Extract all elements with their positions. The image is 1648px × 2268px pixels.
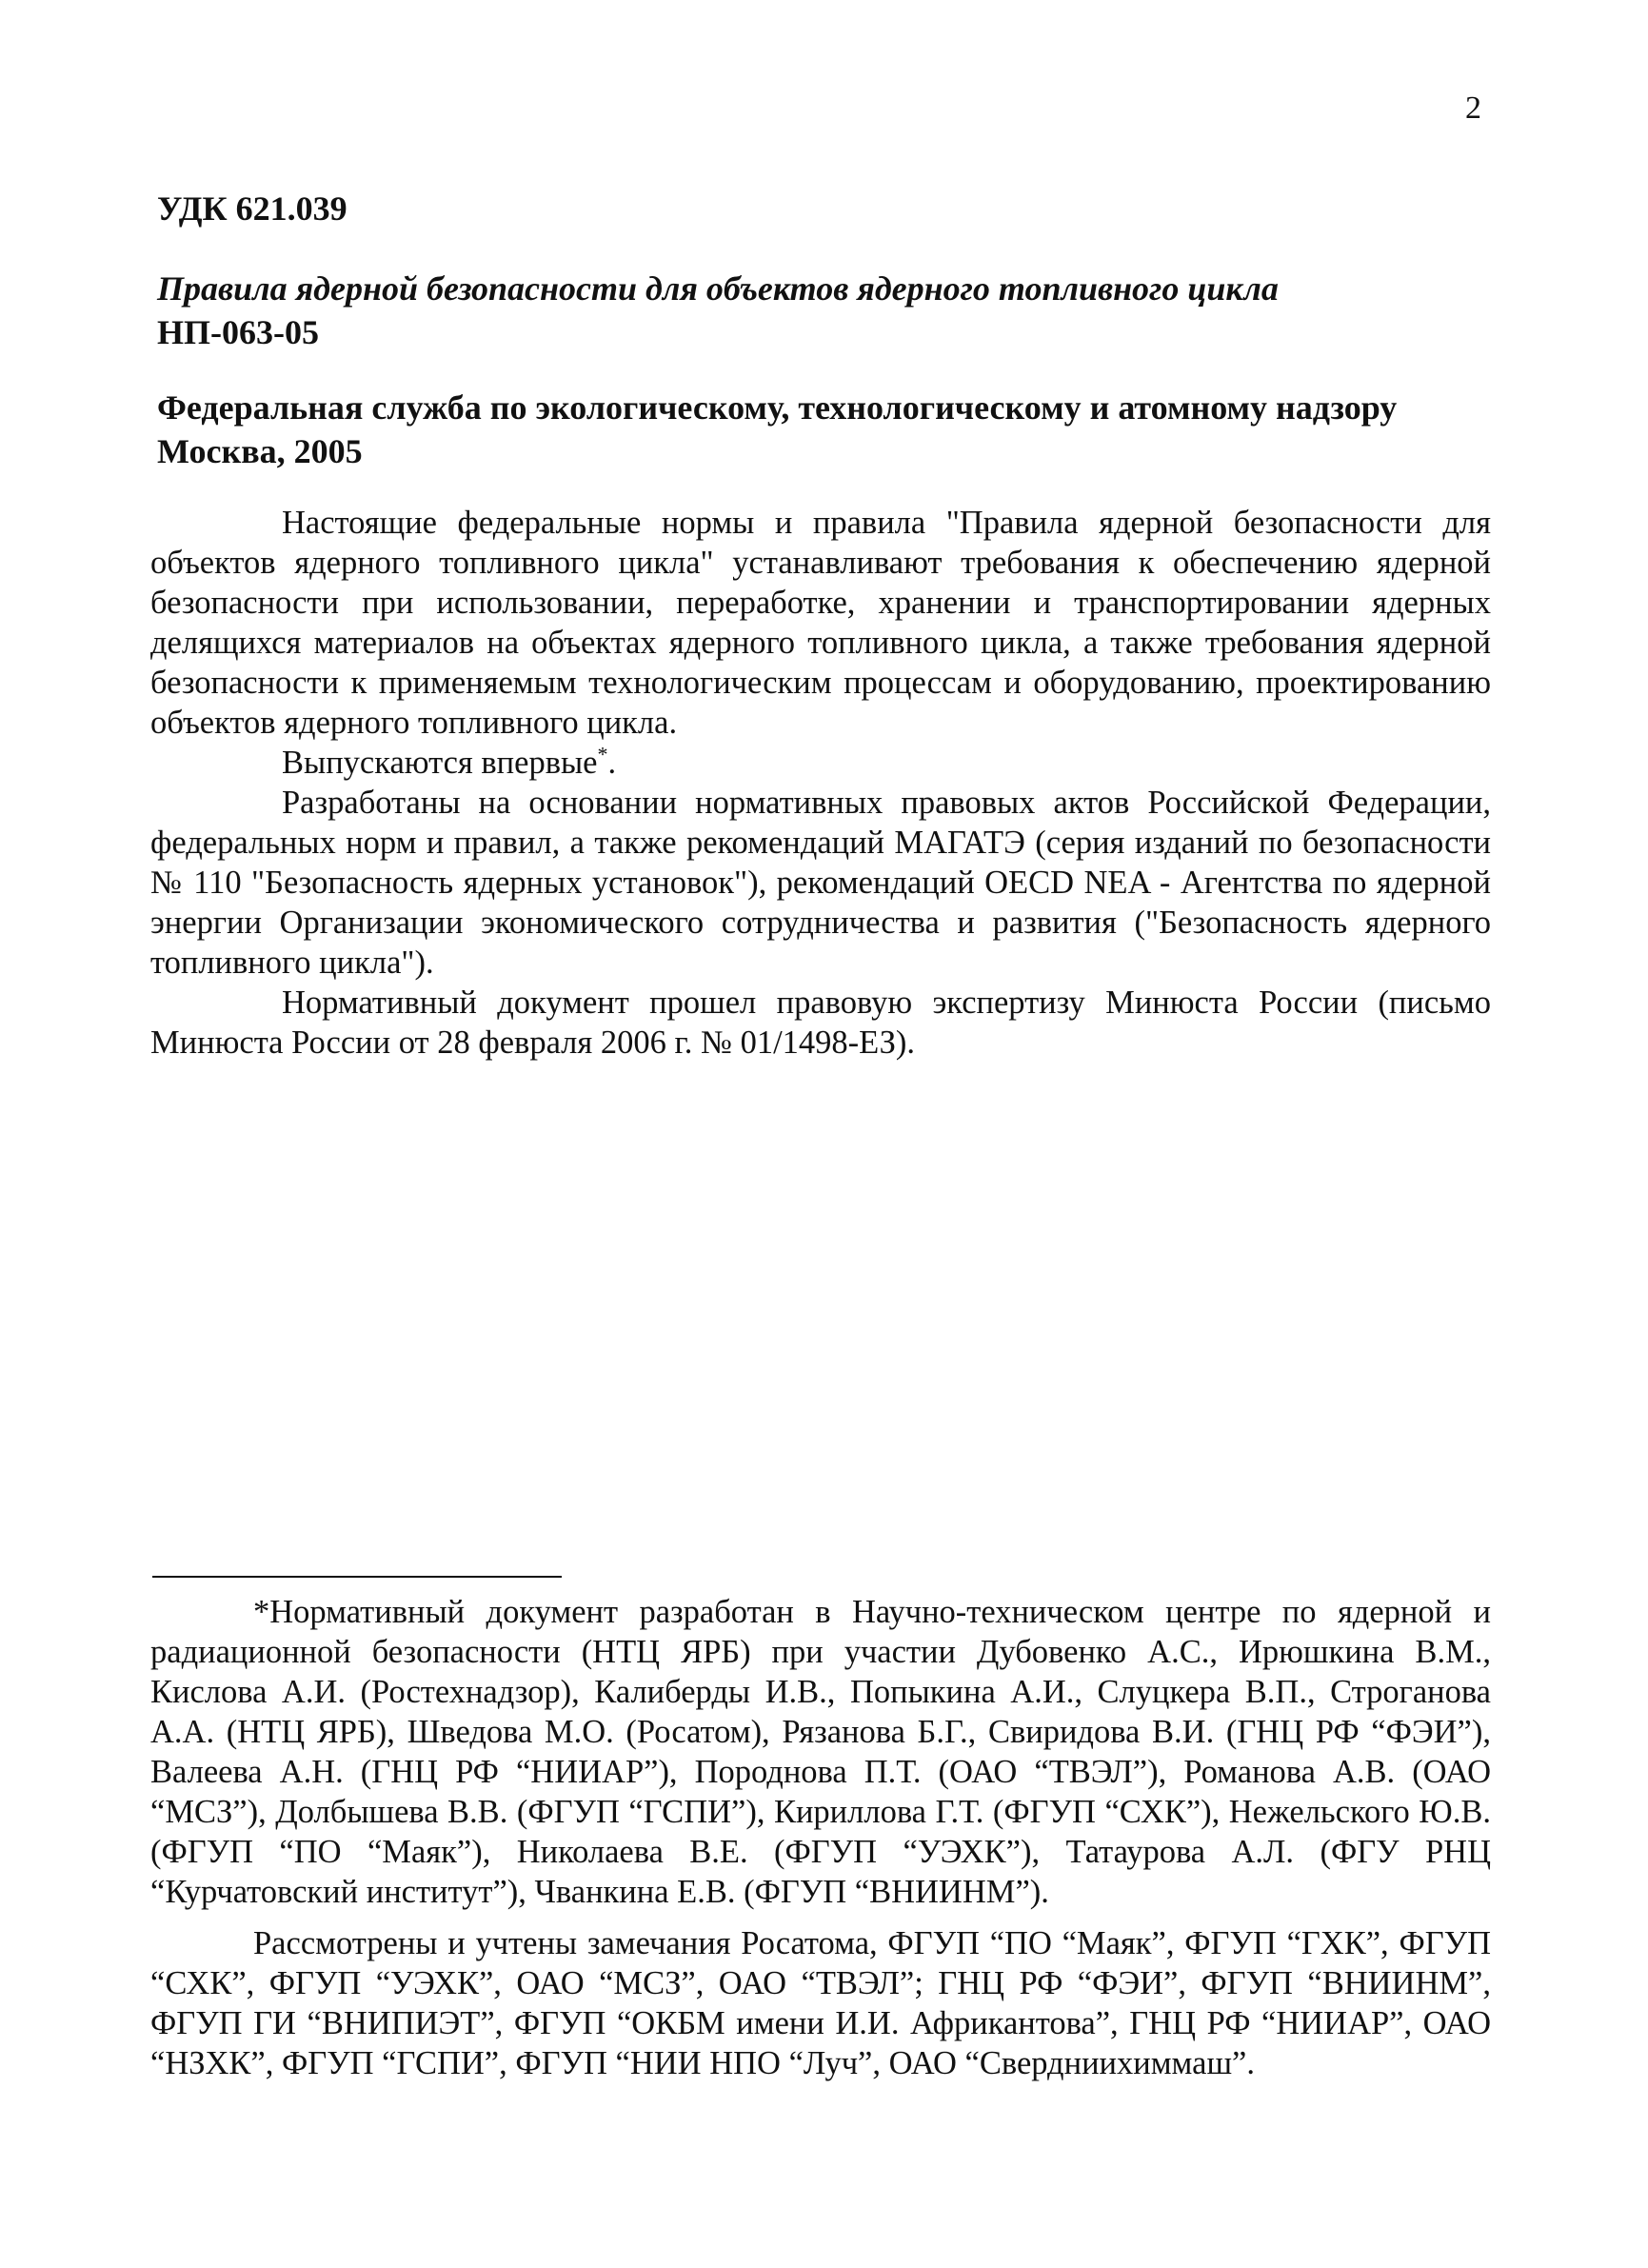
document-title: Правила ядерной безопасности для объектов ядерного топливного цикла (157, 269, 1279, 308)
body-text (150, 503, 1491, 1063)
page-number: 2 (1465, 90, 1481, 126)
udc-code: УДК 621.039 (157, 189, 347, 228)
footnote-block (150, 1592, 1491, 2083)
first-edition-period: . (607, 745, 617, 781)
paragraph-first-edition (150, 743, 1491, 783)
footnote-reviewers: Рассмотрены и учтены замечания Росатома, ФГУП “ПО “Маяк”, ФГУП “ГХК”, ФГУП “СХК”, ФГУП “УЭХК”, ОАО “МСЗ”, ОАО “ТВЭЛ”; ГНЦ РФ “ФЭИ”, ФГУП “ВНИИНМ”, ФГУП ГИ “ВНИПИЭТ”, ФГУП “ОКБМ имени И.И. Африкантова”, ГНЦ РФ “НИИАР”, ОАО “НЗХК”, ФГУП “ГСПИ”, ФГУП “НИИ НПО “Луч”, ОАО “Свердниихиммаш”. (150, 1925, 1491, 2081)
document-code: НП-063-05 (157, 313, 319, 351)
publisher-block (157, 386, 1538, 473)
paragraph: Нормативный документ прошел правовую экспертизу Минюста России (письмо Минюста России от 28 февраля 2006 г. № 01/1498-ЕЗ). (150, 985, 1491, 1061)
footnote-authors: *Нормативный документ разработан в Научно-техническом центре по ядерной и радиационной безопасности (НТЦ ЯРБ) при участии Дубовенко А.С., Ирюшкина В.М., Кислова А.И. (Ростехнадзор), Калиберды И.В., Попыкина А.И., Слуцкера В.П., Строганова А.А. (НТЦ ЯРБ), Шведова М.О. (Росатом), Рязанова Б.Г., Свиридова В.И. (ГНЦ РФ “ФЭИ”), Валеева А.Н. (ГНЦ РФ “НИИАР”), Породнова П.Т. (ОАО “ТВЭЛ”), Романова А.В. (ОАО “МСЗ”), Долбышева В.В. (ФГУП “ГСПИ”), Кириллова Г.Т. (ФГУП “СХК”), Нежельского Ю.В. (ФГУП “ПО “Маяк”), Николаева В.Е. (ФГУП “УЭХК”), Татаурова А.Л. (ФГУ РНЦ “Курчатовский институт”), Чванкина Е.В. (ФГУП “ВНИИНМ”). (150, 1594, 1491, 1910)
footnote-divider (152, 1576, 562, 1578)
document-title-block (157, 267, 1490, 354)
place-year: Москва, 2005 (157, 432, 363, 470)
footnote-mark: * (597, 742, 608, 766)
paragraph: Разработаны на основании нормативных правовых актов Российской Федерации, федеральных норм и правил, а также рекомендаций МАГАТЭ (серия изданий по безопасности № 110 "Безопасность ядерных установок"), рекомендаций OECD NEA - Агентства по ядерной энергии Организации экономического сотрудничества и развития ("Безопасность ядерного топливного цикла"). (150, 785, 1491, 981)
first-edition-text: Выпускаются впервые (282, 745, 598, 781)
paragraph: Настоящие федеральные нормы и правила "Правила ядерной безопасности для объектов ядерного топливного цикла" устанавливают требования к обеспечению ядерной безопасности при использовании, переработке, хранении и транспортировании ядерных делящихся материалов на объектах ядерного топливного цикла, а также требования ядерной безопасности к применяемым технологическим процессам и оборудованию, проектированию объектов ядерного топливного цикла. (150, 505, 1491, 741)
publisher-name: Федеральная служба по экологическому, технологическому и атомному надзору (157, 388, 1398, 427)
